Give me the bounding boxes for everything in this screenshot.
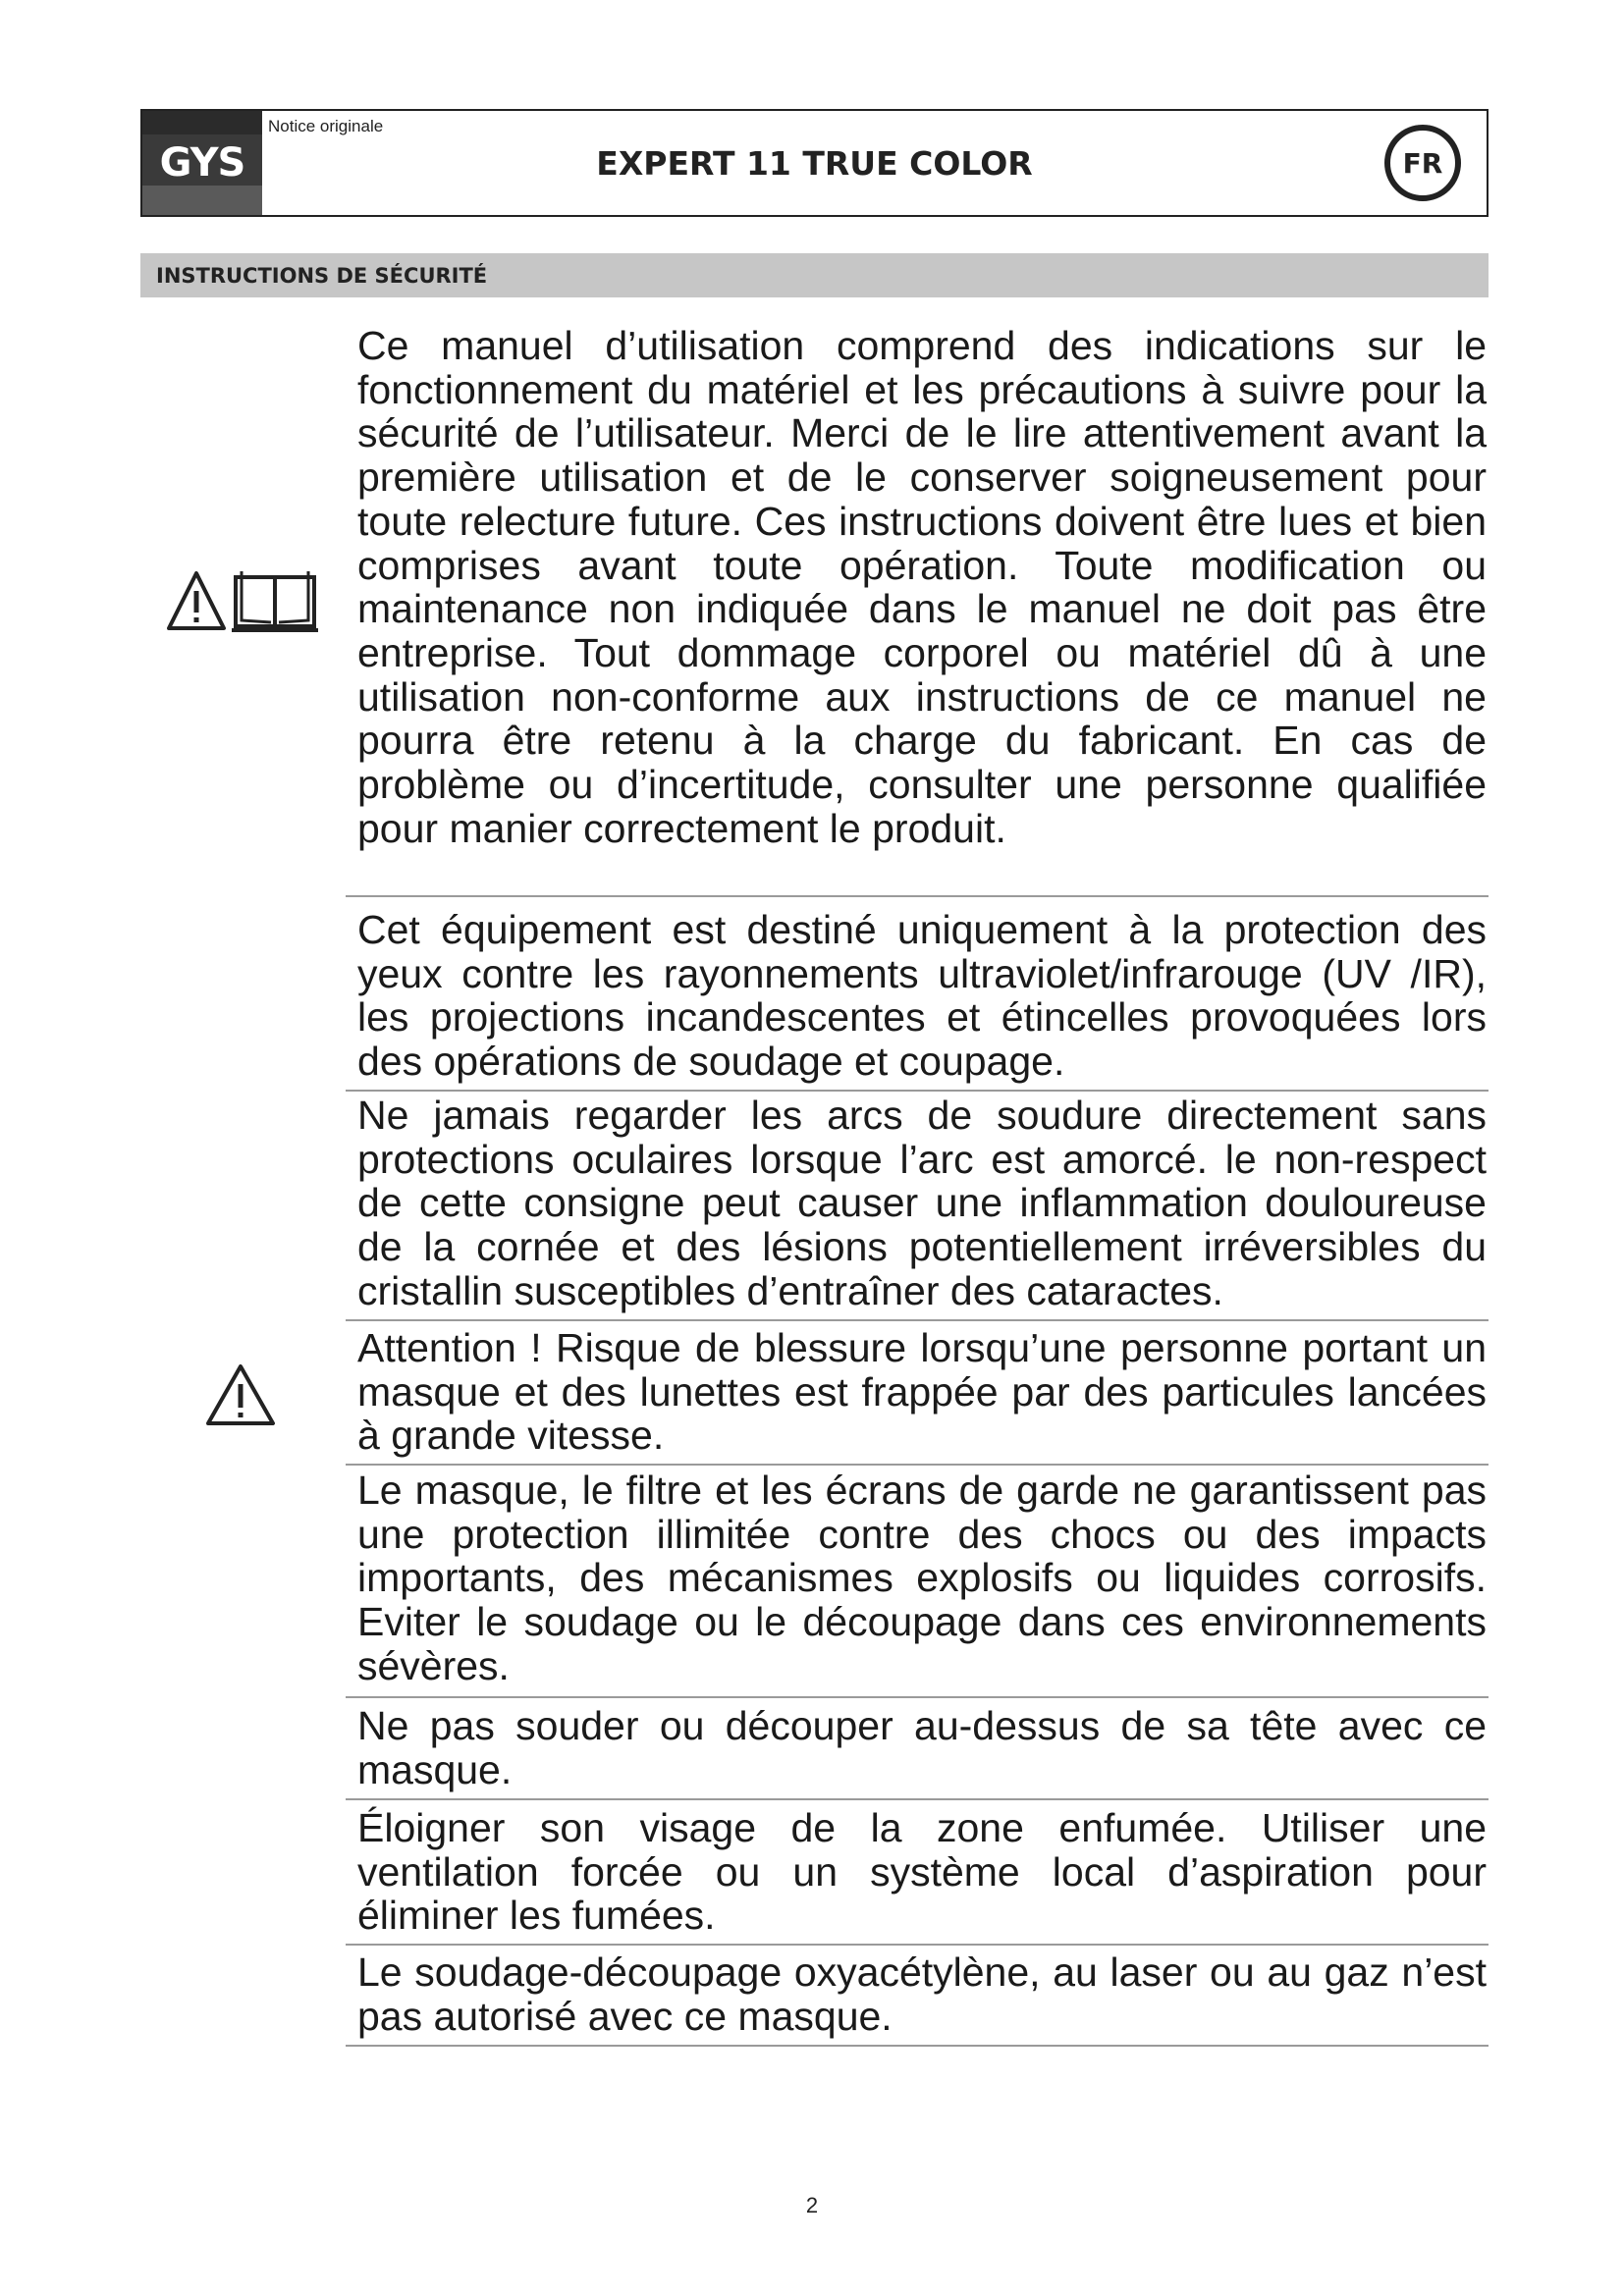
- document-title: EXPERT 11 TRUE COLOR: [596, 144, 1033, 183]
- safety-text: Ce manuel d’utilisation comprend des indications sur le fonctionnement du matériel et les précautions à suivre pour la sécurité de l’utilisateur. Merci de le lire attentivement avant la première utilisation et de le conserver soigneusement pour toute relecture future. Ces instructions doivent être lues et bien comprises avant toute opération. Toute modification ou maintenance non indiquée dans le manuel ne doit pas être entreprise. Tout dommage corporel ou matériel dû à une utilisation non-conforme aux instructions de ce manuel ne pourra être retenu à la charge du fabricant. En cas de problème ou d’incertitude, consulter une personne qualifiée pour manier correctement le produit.: [357, 323, 1487, 851]
- safety-block-limits: [346, 1468, 1489, 1698]
- safety-text: Le masque, le filtre et les écrans de garde ne garantissent pas une protection illimitée contre des chocs ou des impacts importants, des mécanismes explosifs ou liquides corrosifs. Eviter le soudage ou le découpage dans ces environnements sévères.: [357, 1468, 1487, 1688]
- warning-triangle-icon: [204, 1362, 277, 1427]
- safety-block-particles: [346, 1326, 1489, 1466]
- page-number: 2: [805, 2193, 819, 2217]
- section-title: INSTRUCTIONS DE SÉCURITÉ: [140, 253, 1489, 297]
- safety-text: Cet équipement est destiné uniquement à la protection des yeux contre les rayonnements ultraviolet/infrarouge (UV /IR), les projections incandescentes et étincelles provoquées lors des opérations de soudage et coupage.: [357, 907, 1487, 1085]
- safety-block-purpose: [346, 908, 1489, 1092]
- warning-triangle-and-open-book-icon: [165, 567, 320, 636]
- safety-block-not-authorized: [346, 1950, 1489, 2047]
- safety-text: Éloigner son visage de la zone enfumée. Utiliser une ventilation forcée ou un système local d’aspiration pour éliminer les fumées.: [357, 1805, 1487, 1939]
- safety-block-arc-viewing: [346, 1094, 1489, 1321]
- safety-text: Ne pas souder ou découper au-dessus de sa tête avec ce masque.: [357, 1703, 1487, 1792]
- safety-text: Ne jamais regarder les arcs de soudure directement sans protections oculaires lorsque l’arc est amorcé. le non-respect de cette consigne peut causer une inflammation douloureuse de la cornée et des lésions potentiellement irréversibles du cristallin susceptibles d’entraîner des cataractes.: [357, 1093, 1487, 1313]
- safety-block-overhead: [346, 1704, 1489, 1800]
- safety-text: Attention ! Risque de blessure lorsqu’une personne portant un masque et des lunettes est frappée par des particules lancées à grande vitesse.: [357, 1325, 1487, 1459]
- safety-block-fumes: [346, 1806, 1489, 1946]
- safety-text: Le soudage-découpage oxyacétylène, au laser ou au gaz n’est pas autorisé avec ce masque.: [357, 1949, 1487, 2039]
- logo-text: GYS: [159, 140, 245, 186]
- notice-label: Notice originale: [268, 117, 384, 135]
- safety-block-general: [346, 324, 1489, 897]
- document-header: [140, 109, 1489, 217]
- language-badge: FR: [1384, 125, 1461, 201]
